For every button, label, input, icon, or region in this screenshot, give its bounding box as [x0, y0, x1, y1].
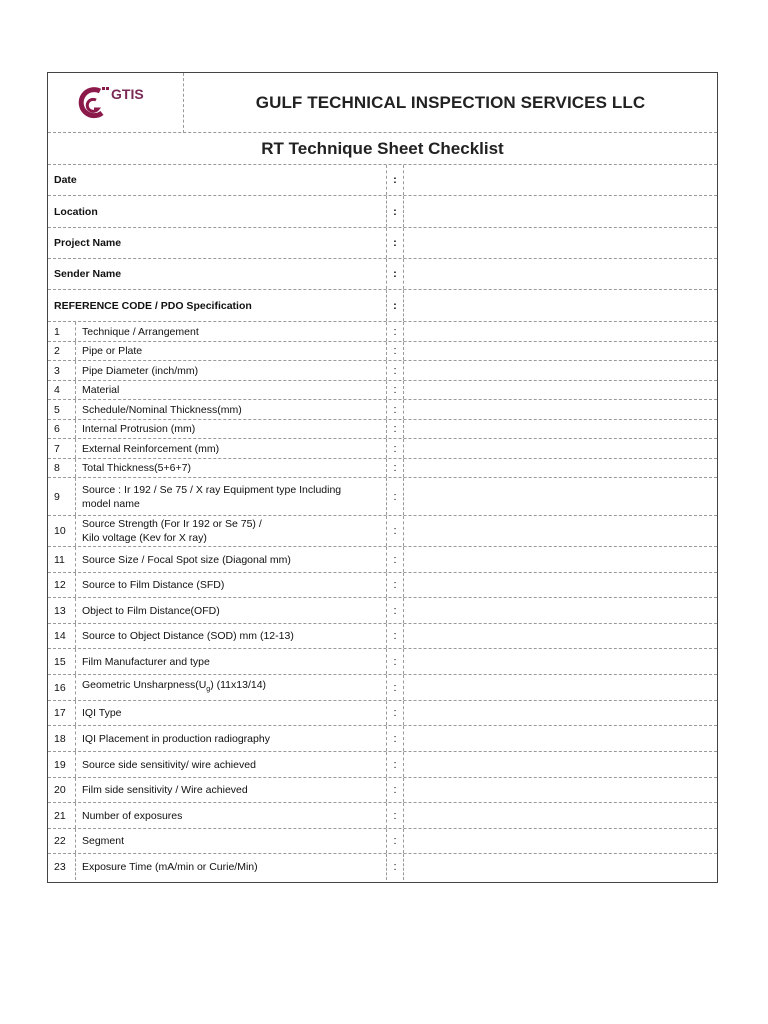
company-name: GULF TECHNICAL INSPECTION SERVICES LLC [255, 93, 646, 112]
field-value[interactable] [406, 259, 717, 289]
item-number: 3 [48, 361, 76, 380]
item-number: 9 [48, 478, 76, 515]
checklist-row [48, 381, 717, 400]
item-separator: : [386, 516, 404, 546]
item-label: Total Thickness(5+6+7) [82, 462, 191, 474]
field-row [48, 228, 717, 259]
header-row [48, 73, 717, 133]
item-separator: : [386, 803, 404, 828]
item-number: 19 [48, 752, 76, 777]
item-number: 22 [48, 829, 76, 853]
field-separator: : [386, 196, 404, 227]
field-value[interactable] [406, 196, 717, 227]
field-value[interactable] [406, 228, 717, 258]
item-separator: : [386, 342, 404, 360]
item-label [82, 675, 377, 700]
item-separator: : [386, 752, 404, 777]
item-value[interactable] [406, 598, 717, 623]
field-row [48, 290, 717, 322]
item-separator: : [386, 400, 404, 419]
field-row [48, 259, 717, 290]
item-label-tail: ) (11x13/14) [210, 678, 267, 691]
checklist-row [48, 459, 717, 478]
item-label: IQI Placement in production radiography [82, 732, 270, 745]
item-separator: : [386, 649, 404, 674]
field-separator: : [386, 259, 404, 289]
item-number: 14 [48, 624, 76, 648]
field-row [48, 165, 717, 196]
item-value[interactable] [406, 516, 717, 546]
logo-text: GTIS [111, 86, 144, 102]
item-label [82, 478, 377, 515]
checklist-row [48, 573, 717, 598]
checklist-row [48, 361, 717, 381]
checklist-row [48, 675, 717, 701]
item-number: 10 [48, 516, 76, 546]
item-separator: : [386, 701, 404, 725]
item-number: 15 [48, 649, 76, 674]
field-label: Sender Name [54, 268, 122, 280]
item-number: 2 [48, 342, 76, 360]
sheet-title: RT Technique Sheet Checklist [48, 133, 717, 165]
field-value[interactable] [406, 290, 717, 321]
item-separator: : [386, 573, 404, 597]
item-value[interactable] [406, 342, 717, 360]
item-value[interactable] [406, 675, 717, 700]
item-value[interactable] [406, 478, 717, 515]
item-label: Technique / Arrangement [82, 325, 199, 338]
field-label: REFERENCE CODE / PDO Specification [54, 299, 252, 312]
item-separator: : [386, 598, 404, 623]
item-value[interactable] [406, 573, 717, 597]
item-separator: : [386, 547, 404, 572]
checklist-row [48, 342, 717, 361]
item-label: Schedule/Nominal Thickness(mm) [82, 403, 242, 416]
item-label: Film side sensitivity / Wire achieved [82, 784, 248, 796]
item-label: Object to Film Distance(OFD) [82, 604, 220, 617]
checklist-row [48, 752, 717, 778]
item-separator: : [386, 726, 404, 751]
checklist-row [48, 829, 717, 854]
item-label-line: Source : Ir 192 / Se 75 / X ray Equipment type Including [82, 483, 342, 496]
item-value[interactable] [406, 322, 717, 341]
item-label-line: model name [82, 497, 140, 510]
item-number: 4 [48, 381, 76, 399]
field-separator: : [386, 165, 404, 195]
item-label-line: Kilo voltage (Kev for X ray) [82, 532, 207, 544]
checklist-row [48, 803, 717, 829]
item-number: 1 [48, 322, 76, 341]
item-label: Material [82, 384, 120, 396]
item-value[interactable] [406, 726, 717, 751]
gtis-logo [78, 83, 158, 123]
field-label: Location [54, 205, 98, 218]
item-label-subscript: g [206, 686, 211, 694]
checklist-row [48, 322, 717, 342]
item-label-line: Source Strength (For Ir 192 or Se 75) / [82, 518, 262, 530]
item-number: 21 [48, 803, 76, 828]
checklist-row [48, 624, 717, 649]
item-label: Source Size / Focal Spot size (Diagonal mm) [82, 553, 291, 566]
item-separator: : [386, 854, 404, 880]
item-separator: : [386, 322, 404, 341]
item-value[interactable] [406, 829, 717, 853]
item-value[interactable] [406, 400, 717, 419]
item-label: Source side sensitivity/ wire achieved [82, 758, 256, 771]
item-separator: : [386, 439, 404, 458]
field-separator: : [386, 290, 404, 321]
item-value[interactable] [406, 752, 717, 777]
item-value[interactable] [406, 701, 717, 725]
item-label: Pipe or Plate [82, 345, 143, 357]
checklist-row [48, 726, 717, 752]
item-value[interactable] [406, 459, 717, 477]
item-label [82, 516, 377, 546]
item-separator: : [386, 381, 404, 399]
item-value[interactable] [406, 420, 717, 438]
item-number: 13 [48, 598, 76, 623]
item-label: IQI Type [82, 707, 122, 719]
checklist-row [48, 439, 717, 459]
item-value[interactable] [406, 803, 717, 828]
item-separator: : [386, 478, 404, 515]
checklist-row [48, 516, 717, 547]
item-separator: : [386, 829, 404, 853]
checklist-row [48, 420, 717, 439]
item-number: 6 [48, 420, 76, 438]
field-separator: : [386, 228, 404, 258]
item-value[interactable] [406, 439, 717, 458]
item-separator: : [386, 459, 404, 477]
checklist-row [48, 547, 717, 573]
item-separator: : [386, 778, 404, 802]
item-value[interactable] [406, 381, 717, 399]
checklist-row [48, 478, 717, 516]
item-number: 16 [48, 675, 76, 700]
checklist-row [48, 778, 717, 803]
item-value[interactable] [406, 854, 717, 880]
item-number: 7 [48, 439, 76, 458]
item-number: 12 [48, 573, 76, 597]
field-label: Project Name [54, 237, 122, 249]
item-separator: : [386, 420, 404, 438]
item-value[interactable] [406, 624, 717, 648]
item-label: Source to Object Distance (SOD) mm (12-13) [82, 630, 294, 642]
item-label-text: Geometric Unsharpness(U [82, 678, 207, 691]
item-number: 17 [48, 701, 76, 725]
item-label: External Reinforcement (mm) [82, 442, 220, 455]
item-label: Source to Film Distance (SFD) [82, 579, 225, 591]
checklist-row [48, 598, 717, 624]
field-value[interactable] [406, 165, 717, 195]
item-number: 8 [48, 459, 76, 477]
item-separator: : [386, 361, 404, 380]
logo-cell [48, 73, 184, 133]
item-number: 18 [48, 726, 76, 751]
item-separator: : [386, 624, 404, 648]
item-label: Internal Protrusion (mm) [82, 423, 196, 435]
item-label: Segment [82, 835, 125, 847]
item-number: 20 [48, 778, 76, 802]
item-label: Film Manufacturer and type [82, 655, 210, 668]
item-label: Number of exposures [82, 809, 183, 822]
checklist-row [48, 854, 717, 880]
checklist-sheet [47, 72, 718, 883]
checklist-row [48, 400, 717, 420]
item-separator: : [386, 675, 404, 700]
item-value[interactable] [406, 649, 717, 674]
checklist-row [48, 701, 717, 726]
field-label: Date [54, 174, 77, 186]
field-row [48, 196, 717, 228]
item-value[interactable] [406, 778, 717, 802]
item-value[interactable] [406, 547, 717, 572]
item-value[interactable] [406, 361, 717, 380]
item-number: 11 [48, 547, 76, 572]
checklist-row [48, 649, 717, 675]
item-number: 23 [48, 854, 76, 880]
item-label: Exposure Time (mA/min or Curie/Min) [82, 861, 258, 873]
item-label: Pipe Diameter (inch/mm) [82, 364, 199, 377]
item-number: 5 [48, 400, 76, 419]
